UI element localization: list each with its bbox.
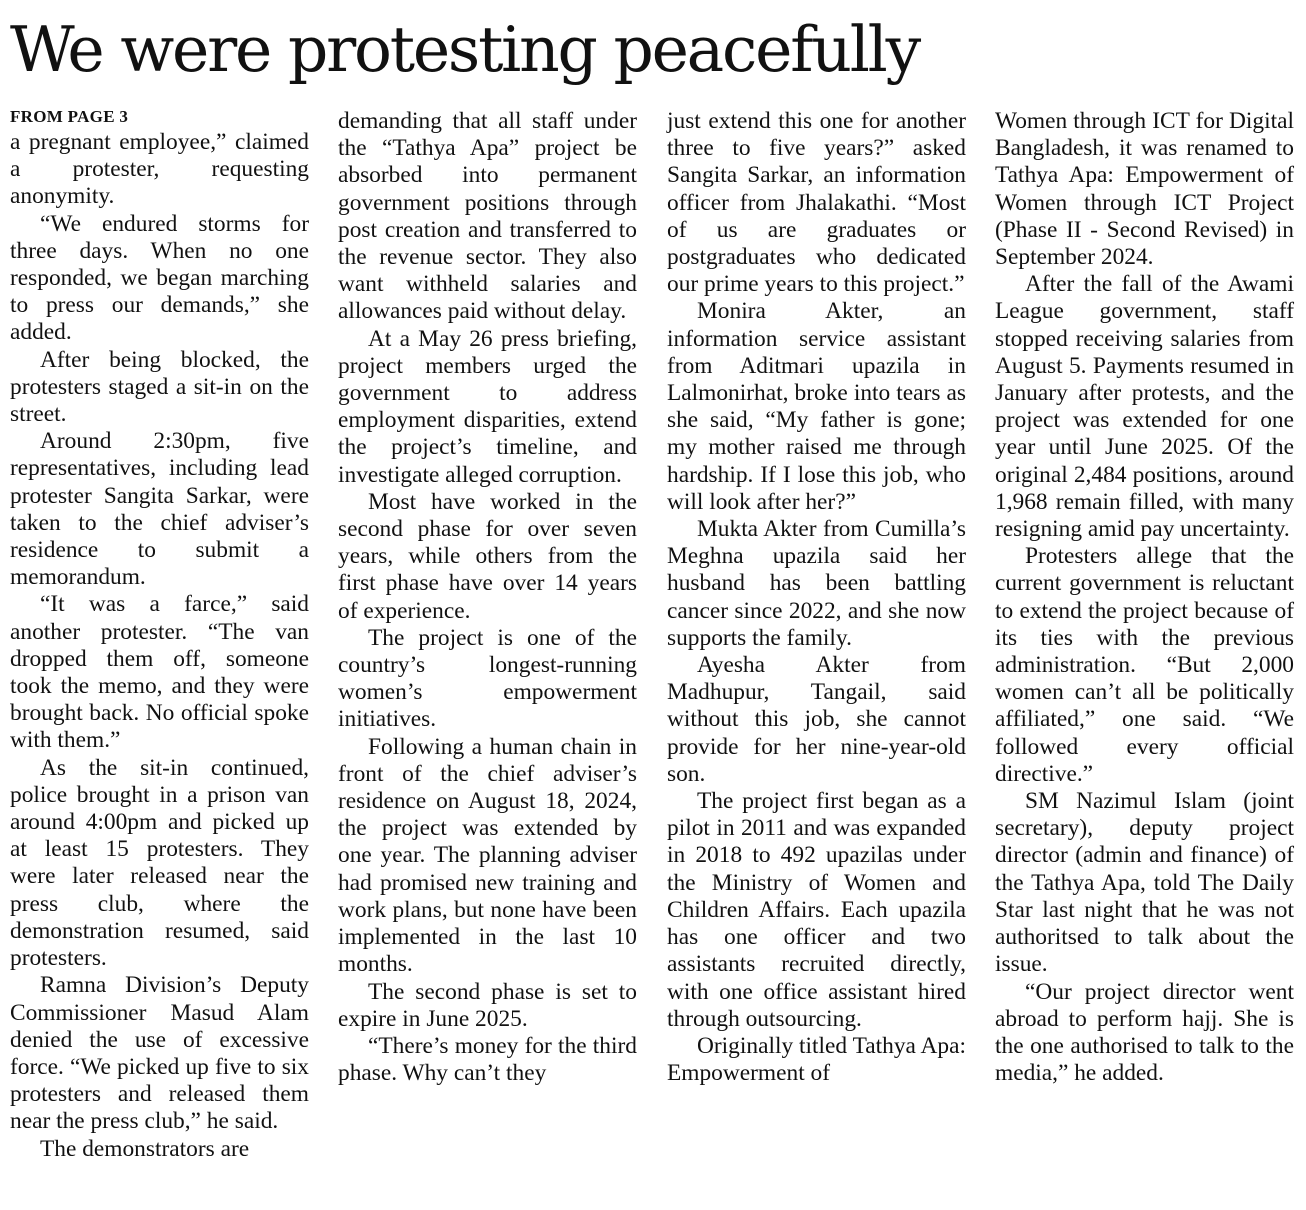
paragraph: a pregnant employee,” claimed a protester, requesting anonymity.: [10, 129, 309, 210]
paragraph: The demonstrators are: [40, 1135, 250, 1162]
paragraph: SM Nazimul Islam (joint secretary), deputy project director (admin and finance) of the Tathya Apa, told The Daily Star last night that he was not authoritsed to talk about the issue.: [995, 788, 1294, 978]
headline: We were protesting peacefully: [10, 13, 919, 86]
paragraph: Women through ICT for Digital Bangladesh, it was renamed to Tathya Apa: Empowerment of Women through ICT Project (Phase II - Second Revised) in September 2024.: [995, 108, 1294, 271]
article-column-1: [10, 106, 309, 1163]
paragraph: The project first began as a pilot in 2011 and was expanded in 2018 to 492 upazilas under the Ministry of Women and Children Affairs. Each upazila has one officer and two assistants recruited directly, with one office assistant hired through outsourcing.: [667, 788, 966, 1032]
paragraph: Ayesha Akter from Madhupur, Tangail, said without this job, she cannot provide for her nine-year-old son.: [667, 652, 966, 787]
article-column-3: [667, 108, 966, 1087]
paragraph: Most have worked in the second phase for over seven years, while others from the first phase have over 14 years of experience.: [338, 488, 637, 624]
paragraph: The second phase is set to expire in June 2025.: [338, 978, 637, 1032]
paragraph: demanding that all staff under the “Tathya Apa” project be absorbed into permanent government positions through post creation and transferred to the revenue sector. They also want withheld salaries and allowances paid without delay.: [338, 108, 637, 325]
paragraph: Ramna Division’s Deputy Commissioner Masud Alam denied the use of excessive force. “We picked up five to six protesters and released them near the press club,” he said.: [10, 972, 309, 1135]
article-column-2: [338, 108, 637, 1087]
paragraph: Originally titled Tathya Apa: Empowerment of: [667, 1032, 966, 1087]
paragraph: “We endured storms for three days. When no one responded, we began marching to press our demands,” she added.: [10, 210, 309, 346]
paragraph: “It was a farce,” said another protester. “The van dropped them off, someone took the memo, and they were brought back. No official spoke with them.”: [10, 591, 309, 754]
paragraph: The project is one of the country’s longest-running women’s empowerment initiatives.: [338, 624, 637, 733]
paragraph: After the fall of the Awami League government, staff stopped receiving salaries from August 5. Payments resumed in January after protests, and the project was extended for one year until June 2025. Of the original 2,484 positions, around 1,968 remain filled, with many resigning amid pay uncertainty.: [995, 271, 1294, 543]
paragraph: “Our project director went abroad to perform hajj. She is the one authorised to talk to the media,” he added.: [995, 978, 1294, 1087]
paragraph: Around 2:30pm, five representatives, including lead protester Sangita Sarkar, were taken to the chief adviser’s residence to submit a memorandum.: [10, 428, 309, 591]
paragraph: After being blocked, the protesters staged a sit-in on the street.: [10, 346, 309, 428]
paragraph: “There’s money for the third phase. Why can’t they: [338, 1032, 637, 1087]
article-column-4: [995, 108, 1294, 1087]
paragraph: Monira Akter, an information service assistant from Aditmari upazila in Lalmonirhat, broke into tears as she said, “My father is gone; my mother raised me through hardship. If I lose this job, who will look after her?”: [667, 298, 966, 515]
paragraph: Following a human chain in front of the chief adviser’s residence on August 18, 2024, the project was extended by one year. The planning adviser had promised new training and work plans, but none have been implemented in the last 10 months.: [338, 733, 637, 978]
continued-from-label: FROM PAGE 3: [10, 107, 129, 126]
paragraph: just extend this one for another three to five years?” asked Sangita Sarkar, an information officer from Jhalakathi. “Most of us are graduates or postgraduates who dedicated our prime years to this project.”: [667, 108, 966, 298]
paragraph: Mukta Akter from Cumilla’s Meghna upazila said her husband has been battling cancer since 2022, and she now supports the family.: [667, 516, 966, 651]
paragraph: At a May 26 press briefing, project members urged the government to address employment disparities, extend the project’s timeline, and investigate alleged corruption.: [338, 325, 637, 488]
paragraph: Protesters allege that the current government is reluctant to extend the project because of its ties with the previous administration. “But 2,000 women can’t all be politically affiliated,” one said. “We followed every official directive.”: [995, 543, 1294, 787]
paragraph: As the sit-in continued, police brought in a prison van around 4:00pm and picked up at least 15 protesters. They were later released near the press club, where the demonstration resumed, said protesters.: [10, 754, 309, 972]
